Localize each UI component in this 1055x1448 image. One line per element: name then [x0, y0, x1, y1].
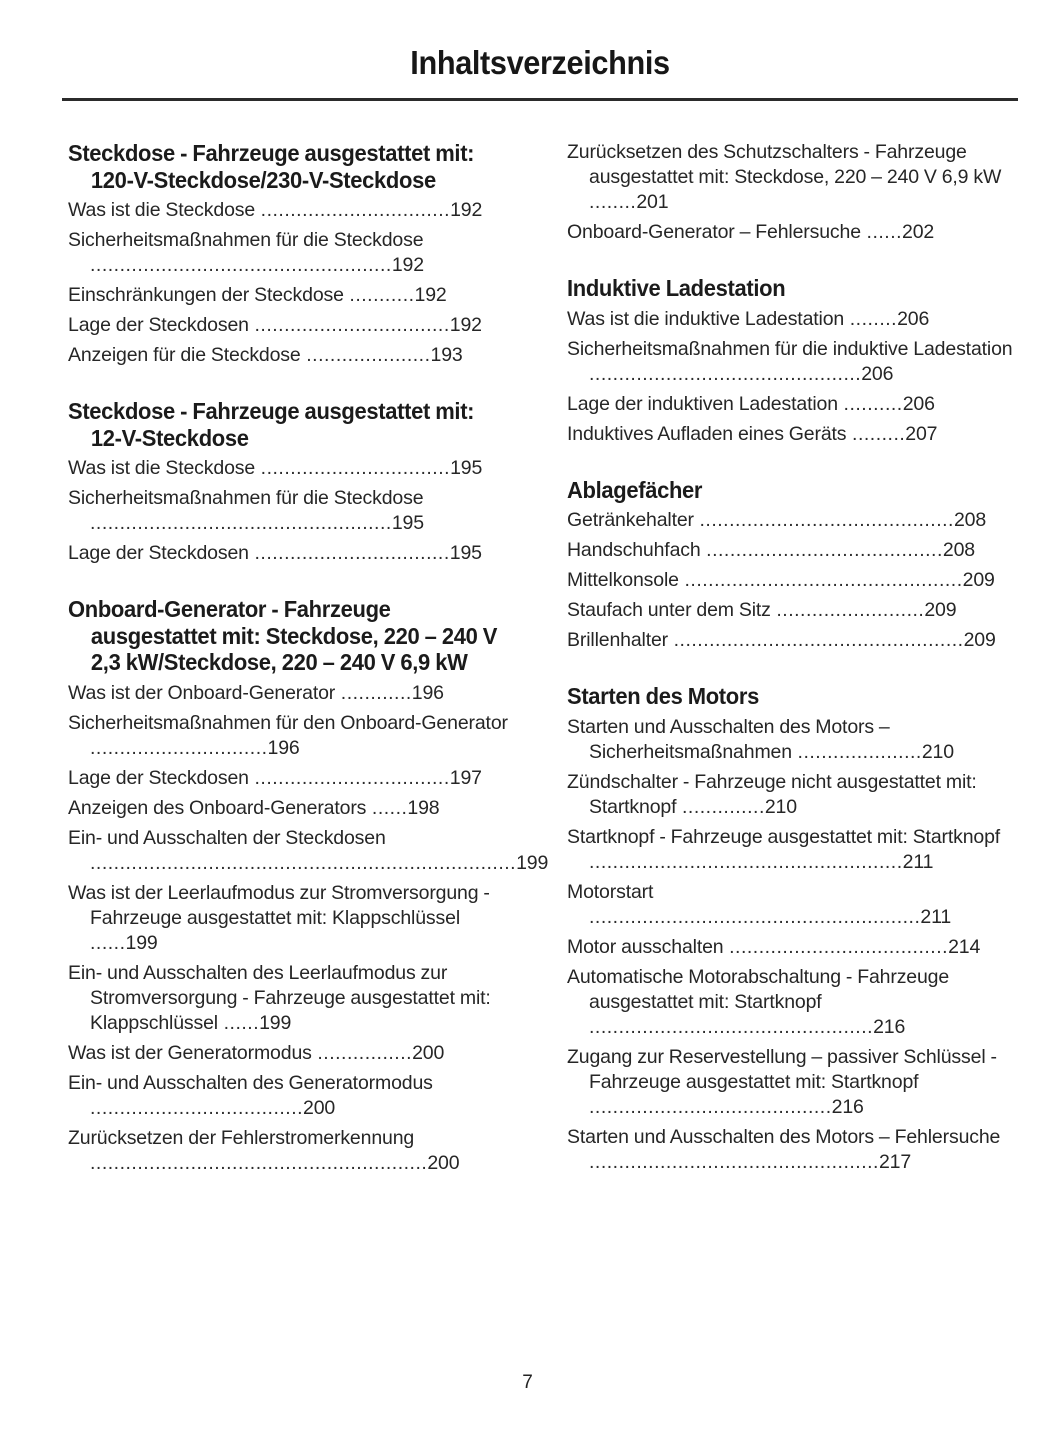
toc-entry[interactable] — [567, 880, 1018, 930]
toc-entry-label: Ein- und Ausschalten des Leerlaufmodus zur Stromversorgung - Fahrzeuge ausgestattet mit: Klappschlüssel — [68, 961, 491, 1034]
toc-entry[interactable] — [68, 313, 519, 338]
section-heading: Ablagefächer — [567, 476, 703, 503]
toc-leader-dots: ........................................... — [693, 509, 954, 531]
toc-entry[interactable] — [68, 283, 519, 308]
toc-page-number: 217 — [878, 1150, 912, 1173]
toc-section — [68, 398, 519, 566]
toc-entry[interactable] — [68, 486, 519, 536]
page-number: 7 — [522, 1372, 533, 1393]
toc-leader-dots: ........ — [844, 307, 898, 330]
toc-page-number: 201 — [636, 191, 669, 213]
toc-entry[interactable] — [567, 598, 1018, 623]
toc-leader-dots: ................................ — [255, 199, 451, 221]
toc-entry-label: Starten und Ausschalten des Motors – Sicherheitsmaßnahmen — [567, 715, 890, 763]
toc-entry[interactable] — [567, 538, 1018, 563]
toc-entry[interactable] — [567, 628, 1018, 653]
toc-entry-label: Motorstart — [567, 880, 654, 903]
toc-entry-label: Zurücksetzen des Schutzschalters - Fahrzeuge ausgestattet mit: Steckdose, 220 – 240 V 6,9 kW — [567, 141, 1002, 188]
left-column — [68, 140, 549, 1176]
toc-page-number: 196 — [411, 681, 444, 704]
toc-entry[interactable] — [567, 715, 1018, 765]
toc-entry[interactable] — [567, 392, 1018, 417]
toc-page-number: 214 — [948, 935, 981, 958]
toc-page-number: 198 — [407, 796, 440, 819]
section-heading: Starten des Motors — [567, 683, 759, 709]
toc-entry-label: Starten und Ausschalten des Motors – Fehlersuche — [567, 1125, 1001, 1148]
toc-leader-dots: .............................. — [90, 736, 268, 759]
toc-entry[interactable] — [68, 343, 519, 368]
toc-page-number: 208 — [942, 539, 975, 561]
toc-section — [68, 596, 549, 1176]
toc-leader-dots: ................................. — [248, 314, 450, 336]
toc-entry[interactable] — [567, 770, 1018, 820]
toc-entry-label: Zurücksetzen der Fehlerstromerkennung — [68, 1126, 415, 1149]
toc-page-number: 192 — [414, 284, 447, 306]
section-heading: Steckdose - Fahrzeuge ausgestattet mit: 120-V-Steckdose/230-V-Steckdose — [68, 140, 475, 193]
toc-entry[interactable] — [567, 140, 1018, 215]
toc-leader-dots: ............ — [335, 681, 412, 704]
toc-entry-label: Ein- und Ausschalten des Generatormodus — [68, 1071, 433, 1094]
toc-leader-dots: ...... — [90, 931, 126, 954]
toc-entry-label: Handschuhfach — [567, 539, 701, 561]
toc-entry-label: Getränkehalter — [567, 509, 694, 531]
toc-entry-label: Lage der induktiven Ladestation — [567, 392, 838, 415]
page-title: Inhaltsverzeichnis — [410, 44, 670, 81]
toc-page-number: 192 — [449, 314, 482, 336]
toc-page-number: 192 — [450, 199, 483, 221]
toc-entry[interactable] — [68, 796, 519, 821]
toc-leader-dots: ...... — [217, 1011, 260, 1034]
toc-leader-dots: ......................................... — [589, 1095, 832, 1118]
toc-entry[interactable] — [68, 1041, 519, 1066]
toc-leader-dots: ......................... — [770, 599, 925, 621]
toc-entry[interactable] — [567, 1125, 1018, 1175]
toc-page-number: 202 — [902, 221, 935, 243]
toc-section — [567, 140, 1018, 245]
toc-page-number: 211 — [920, 905, 952, 928]
toc-entry[interactable] — [68, 1126, 519, 1176]
toc-page-number: 208 — [953, 509, 987, 531]
toc-page-number: 216 — [831, 1095, 864, 1118]
toc-page-number: 210 — [764, 795, 797, 818]
toc-page-number: 199 — [125, 931, 158, 954]
toc-entry[interactable] — [567, 422, 1018, 447]
toc-page-number: 209 — [924, 599, 957, 621]
title-divider — [62, 98, 1018, 101]
toc-leader-dots: ................................................ — [589, 1015, 874, 1038]
toc-entry-label: Lage der Steckdosen — [68, 542, 249, 564]
toc-entry[interactable] — [567, 508, 1018, 533]
toc-page-number: 206 — [861, 362, 894, 385]
toc-page-number: 207 — [905, 422, 938, 445]
toc-leader-dots: ......... — [846, 422, 906, 445]
toc-leader-dots: ..................................... — [723, 935, 949, 958]
toc-page-number: 209 — [962, 569, 995, 591]
toc-page-number: 197 — [449, 766, 482, 789]
toc-leader-dots: .............. — [676, 795, 765, 818]
toc-leader-dots: ................................................... — [90, 512, 392, 534]
toc-entry-label: Induktives Aufladen eines Geräts — [567, 422, 847, 445]
toc-leader-dots: ................................. — [248, 542, 450, 564]
toc-page-number: 193 — [430, 344, 463, 366]
toc-leader-dots: ..................................................... — [589, 850, 903, 873]
toc-entry-label: Was ist die Steckdose — [68, 199, 256, 221]
toc-entry[interactable] — [567, 307, 1018, 332]
toc-leader-dots: ................ — [311, 1041, 413, 1064]
toc-entry-label: Staufach unter dem Sitz — [567, 599, 771, 621]
toc-entry-label: Zündschalter - Fahrzeuge nicht ausgestattet mit: Startknopf — [567, 770, 977, 818]
toc-leader-dots: ................................................. — [668, 629, 964, 651]
toc-leader-dots: ...... — [860, 221, 903, 243]
toc-leader-dots: ......................................................... — [90, 1151, 428, 1174]
toc-section — [68, 140, 519, 368]
toc-section — [567, 477, 1018, 654]
toc-entry-label: Zugang zur Reservestellung – passiver Schlüssel - Fahrzeuge ausgestattet mit: Startknopf — [567, 1045, 997, 1093]
toc-page-number: 211 — [902, 850, 934, 873]
toc-entry[interactable] — [567, 965, 1018, 1040]
toc-leader-dots: ...... — [366, 796, 408, 819]
toc-entry[interactable] — [68, 826, 549, 876]
toc-page-number: 200 — [427, 1151, 460, 1174]
toc-leader-dots: .................................... — [90, 1096, 304, 1119]
toc-page-number: 206 — [902, 392, 935, 415]
toc-page-number: 200 — [412, 1041, 445, 1064]
toc-entry-label: Automatische Motorabschaltung - Fahrzeuge ausgestattet mit: Startknopf — [567, 965, 950, 1013]
toc-page-number: 206 — [897, 307, 930, 330]
toc-entry[interactable] — [68, 681, 519, 706]
toc-page-number: 209 — [963, 629, 996, 651]
toc-entry-label: Sicherheitsmaßnahmen für die Steckdose — [68, 229, 424, 251]
toc-page-number: 216 — [873, 1015, 906, 1038]
toc-page-number: 200 — [303, 1096, 336, 1119]
toc-columns — [68, 140, 1018, 1176]
toc-page-number: 192 — [391, 254, 424, 276]
toc-entry[interactable] — [567, 825, 1018, 875]
toc-entry-label: Brillenhalter — [567, 629, 669, 651]
toc-leader-dots: ................................. — [248, 766, 450, 789]
toc-section — [567, 683, 1018, 1175]
toc-entry[interactable] — [567, 220, 1018, 245]
toc-entry-label: Motor ausschalten — [567, 935, 724, 958]
toc-entry-label: Sicherheitsmaßnahmen für den Onboard-Generator — [68, 711, 508, 734]
toc-entry-label: Onboard-Generator – Fehlersuche — [567, 221, 861, 243]
toc-entry-label: Ein- und Ausschalten der Steckdosen — [68, 826, 386, 849]
toc-entry-label: Anzeigen des Onboard-Generators — [68, 796, 367, 819]
toc-entry[interactable] — [68, 961, 519, 1036]
toc-leader-dots: ..................... — [791, 740, 922, 763]
toc-entry[interactable] — [68, 541, 519, 566]
toc-entry-label: Lage der Steckdosen — [68, 766, 249, 789]
toc-entry-label: Lage der Steckdosen — [68, 314, 249, 336]
toc-entry-label: Startknopf - Fahrzeuge ausgestattet mit: Startknopf — [567, 825, 1001, 848]
toc-page-number: 199 — [259, 1011, 292, 1034]
toc-entry[interactable] — [68, 198, 519, 223]
toc-entry-label: Was ist der Onboard-Generator — [68, 681, 336, 704]
section-heading: Steckdose - Fahrzeuge ausgestattet mit: 12-V-Steckdose — [68, 398, 475, 451]
toc-entry[interactable] — [68, 228, 519, 278]
toc-entry-label: Was ist die Steckdose — [68, 457, 256, 479]
toc-page-number: 210 — [921, 740, 954, 763]
toc-leader-dots: ............................................... — [678, 569, 963, 591]
toc-page-number: 195 — [391, 512, 424, 534]
toc-entry[interactable] — [567, 568, 1018, 593]
toc-entry[interactable] — [68, 1071, 519, 1121]
toc-page-number: 195 — [449, 542, 482, 564]
toc-leader-dots: ..................... — [300, 344, 431, 366]
toc-entry-label: Sicherheitsmaßnahmen für die induktive Ladestation — [567, 337, 1013, 360]
toc-leader-dots: ................................ — [255, 457, 451, 479]
toc-leader-dots: .......... — [837, 392, 903, 415]
right-column — [567, 140, 1018, 1176]
section-heading: Onboard-Generator - Fahrzeuge ausgestattet mit: Steckdose, 220 – 240 V 2,3 kW/Steckdose, 220 – 240 V 6,9 kW — [68, 596, 498, 675]
toc-leader-dots: ........ — [589, 191, 637, 213]
toc-entry[interactable] — [68, 881, 519, 956]
toc-section — [567, 275, 1018, 447]
toc-leader-dots: .............................................. — [589, 362, 862, 385]
toc-page-number: 196 — [267, 736, 300, 759]
toc-leader-dots: ................................................... — [90, 254, 392, 276]
toc-leader-dots: ........................................................ — [589, 905, 921, 928]
toc-entry[interactable] — [567, 337, 1018, 387]
toc-leader-dots: ........... — [343, 284, 415, 306]
toc-page-number: 195 — [450, 457, 483, 479]
toc-leader-dots: ........................................................................ — [90, 851, 517, 874]
toc-entry[interactable] — [567, 935, 1018, 960]
toc-entry-label: Was ist der Generatormodus — [68, 1041, 312, 1064]
toc-entry[interactable] — [567, 1045, 1018, 1120]
toc-entry-label: Was ist die induktive Ladestation — [567, 307, 845, 330]
toc-entry-label: Mittelkonsole — [567, 569, 679, 591]
toc-leader-dots: ........................................ — [700, 539, 943, 561]
toc-page-number: 199 — [516, 851, 549, 874]
toc-entry-label: Einschränkungen der Steckdose — [68, 284, 344, 306]
toc-entry[interactable] — [68, 711, 519, 761]
toc-entry[interactable] — [68, 766, 519, 791]
toc-entry-label: Anzeigen für die Steckdose — [68, 344, 301, 366]
toc-entry[interactable] — [68, 456, 519, 481]
section-heading: Induktive Ladestation — [567, 275, 786, 301]
toc-entry-label: Was ist der Leerlaufmodus zur Stromversorgung - Fahrzeuge ausgestattet mit: Klappschlüssel — [68, 881, 490, 929]
toc-leader-dots: ................................................. — [589, 1150, 879, 1173]
toc-entry-label: Sicherheitsmaßnahmen für die Steckdose — [68, 487, 424, 509]
